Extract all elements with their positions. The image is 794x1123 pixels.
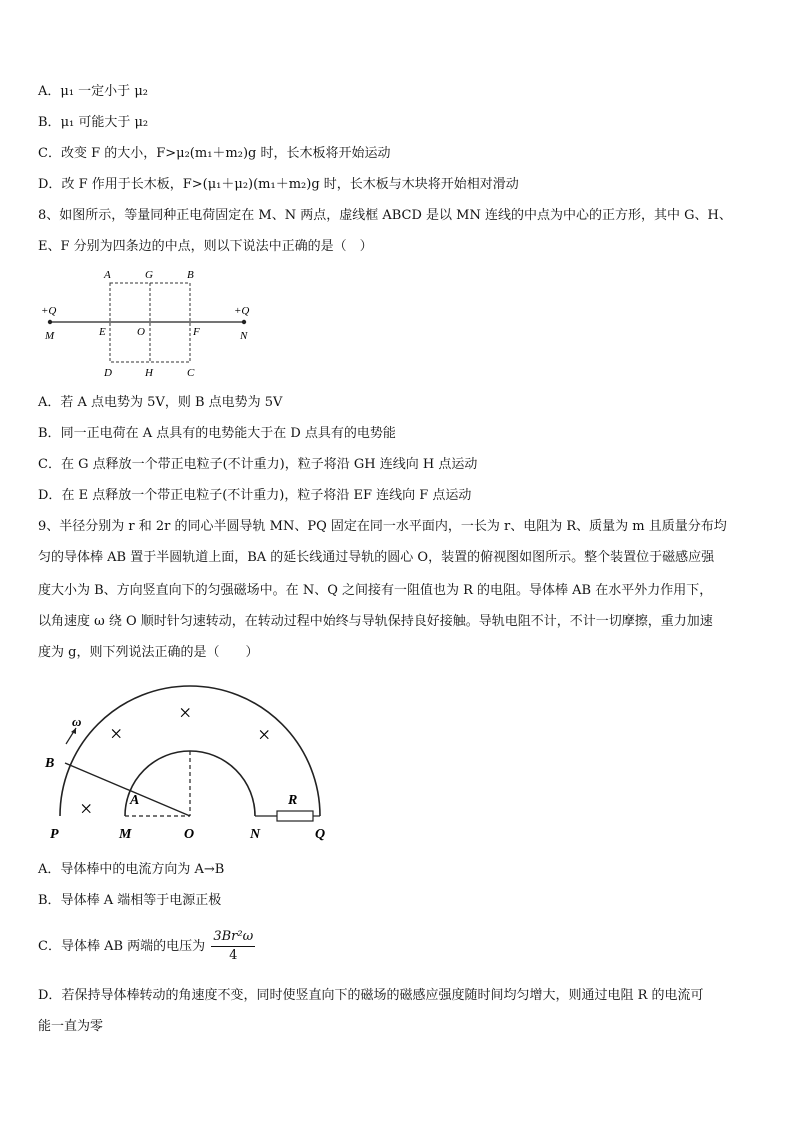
field-cross-2: × xyxy=(179,700,192,725)
point-b-label: B xyxy=(45,756,55,771)
field-cross-3: × xyxy=(258,722,271,747)
point-e-label: E xyxy=(99,326,106,338)
q8-figure xyxy=(36,262,266,384)
q9-stem-line-4: 以角速度 ω 绕 O 顺时针匀速转动，在转动过程中始终与导轨保持良好接触。导轨电阻不计，不计一切摩擦，重力加速 xyxy=(38,614,713,629)
omega-label: ω xyxy=(72,714,82,729)
q9-stem-line-5: 度为 g，则下列说法正确的是（ ） xyxy=(38,645,259,660)
q8-option-a: A．若 A 点电势为 5V，则 B 点电势为 5V xyxy=(38,395,283,410)
q9-option-b: B．导体棒 A 端相等于电源正极 xyxy=(38,893,222,908)
point-n-label: N xyxy=(240,330,248,342)
point-m-label: M xyxy=(45,330,55,342)
q7-option-b: B．μ₁ 可能大于 μ₂ xyxy=(38,115,149,130)
point-h-label: H xyxy=(145,367,153,379)
charge-right-label: +Q xyxy=(234,305,250,317)
point-q-label: Q xyxy=(315,827,326,842)
q8-option-d: D．在 E 点释放一个带正电粒子(不计重力)，粒子将沿 EF 连线向 F 点运动 xyxy=(38,488,472,503)
q7-option-d: D．改 F 作用于长木板，F>(μ₁＋μ₂)(m₁＋m₂)g 时，长木板与木块将开始相对滑动 xyxy=(38,177,519,192)
q9-stem-line-2: 匀的导体棒 AB 置于半圆轨道上面，BA 的延长线通过导轨的圆心 O，装置的俯视图如图所示。整个装置位于磁感应强 xyxy=(38,550,715,565)
q8-option-b: B．同一正电荷在 A 点具有的电势能大于在 D 点具有的电势能 xyxy=(38,426,396,441)
point-p-label: P xyxy=(50,827,59,842)
q9-option-d: D．若保持导体棒转动的角速度不变，同时使竖直向下的磁场的磁感应强度随时间均匀增大，则通过电阻 R 的电流可 xyxy=(38,988,704,1003)
point-d-label: D xyxy=(104,367,112,379)
charge-left-label: +Q xyxy=(41,305,57,317)
point-o-label: O xyxy=(137,326,145,338)
q9-stem-line-3: 度大小为 B、方向竖直向下的匀强磁场中。在 N、Q 之间接有一阻值也为 R 的电阻。导体棒 AB 在水平外力作用下， xyxy=(38,583,713,598)
point-a-label: A xyxy=(104,269,111,281)
q9-stem-line-1: 9、半径分别为 r 和 2r 的同心半圆导轨 MN、PQ 固定在同一水平面内，一长为 r、电阻为 R、质量为 m 且质量分布均 xyxy=(38,519,727,534)
voltage-fraction xyxy=(211,928,255,965)
point-o-label: O xyxy=(184,827,195,842)
fraction-denominator: 4 xyxy=(229,948,238,963)
q9-option-c: C．导体棒 AB 两端的电压为 $\frac{\text{3Br²ω}}{4}$ xyxy=(38,929,254,963)
q9-option-d-line-2: 能一直为零 xyxy=(38,1019,104,1034)
point-g-label: G xyxy=(145,269,153,281)
q8-stem-line-1: 8、如图所示，等量同种正电荷固定在 M、N 两点，虚线框 ABCD 是以 MN 连线的中点为中心的正方形，其中 G、H、 xyxy=(38,208,732,223)
resistor-label: R xyxy=(288,793,298,808)
point-f-label: F xyxy=(193,326,200,338)
point-b-label: B xyxy=(187,269,194,281)
q7-option-c: C．改变 F 的大小，F>μ₂(m₁＋m₂)g 时，长木板将开始运动 xyxy=(38,146,391,161)
field-cross-1: × xyxy=(110,721,123,746)
q7-option-a: A．μ₁ 一定小于 μ₂ xyxy=(38,84,148,99)
fraction-numerator: 3Br²ω xyxy=(211,928,255,947)
field-cross-4: × xyxy=(80,796,93,821)
q8-option-c: C．在 G 点释放一个带正电粒子(不计重力)，粒子将沿 GH 连线向 H 点运动 xyxy=(38,457,478,472)
q9-option-a: A．导体棒中的电流方向为 A→B xyxy=(38,862,225,877)
point-m-label: M xyxy=(119,827,132,842)
q8-stem-line-2: E、F 分别为四条边的中点，则以下说法中正确的是（ ） xyxy=(38,239,373,254)
point-c-label: C xyxy=(187,367,195,379)
point-n-label: N xyxy=(250,827,261,842)
q9-figure xyxy=(40,676,350,848)
point-a-label: A xyxy=(130,793,140,808)
